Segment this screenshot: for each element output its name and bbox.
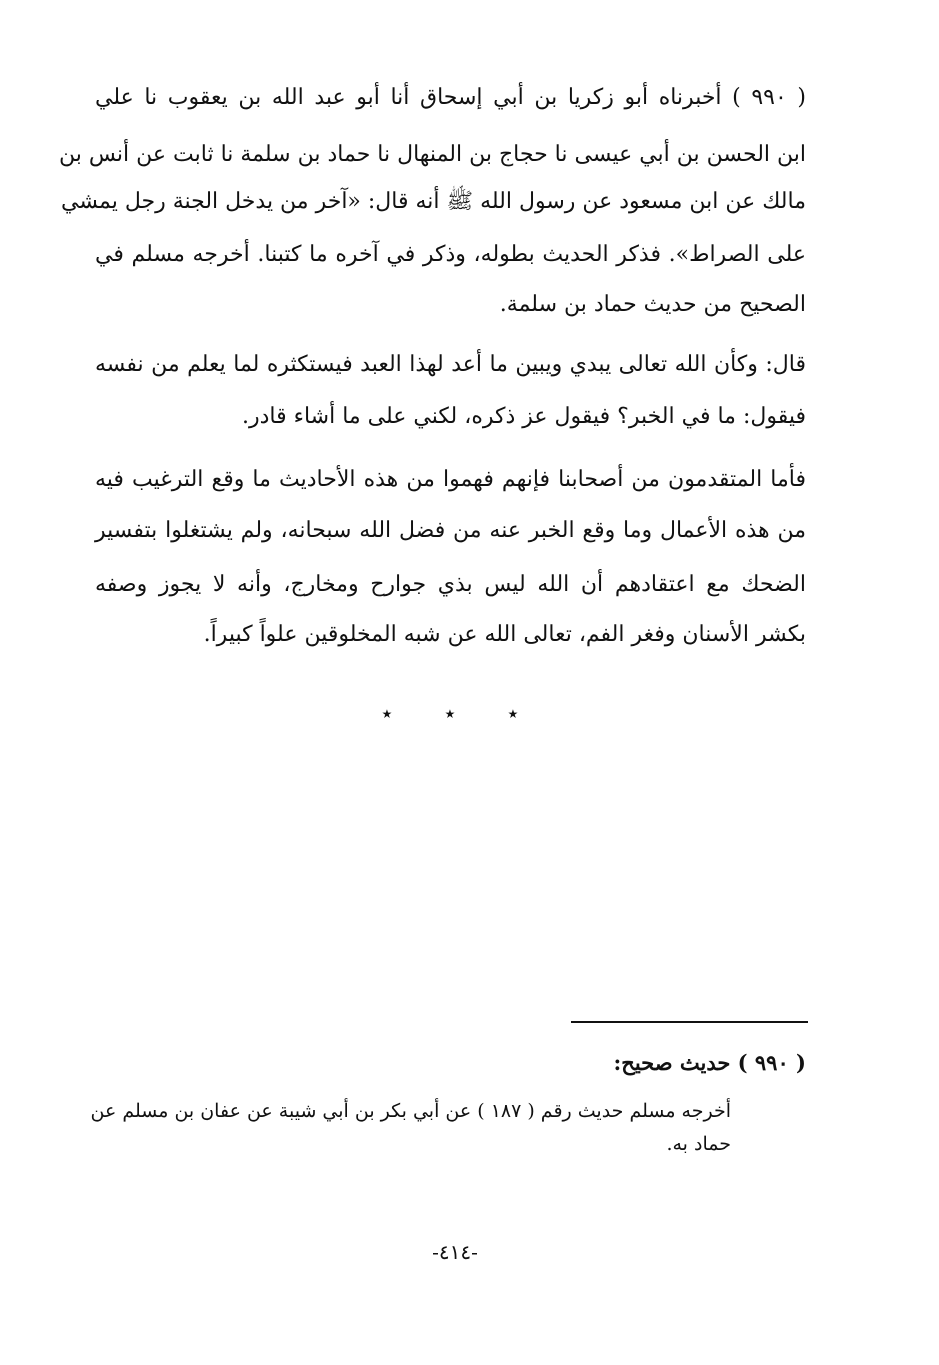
separator-star-icon: ٭ bbox=[507, 701, 519, 725]
page-number: -٤١٤- bbox=[432, 1240, 478, 1264]
footnote-line-2: حماد به. bbox=[666, 1133, 731, 1155]
footnote-line-1: أخرجه مسلم حديث رقم ( ١٨٧ ) عن أبي بكر بن أبي شيبة عن عفان بن مسلم عن bbox=[90, 1100, 731, 1122]
section-separator bbox=[378, 700, 522, 726]
separator-star-icon: ٭ bbox=[381, 701, 393, 725]
paragraph-1-line-4: على الصراط». فذكر الحديث بطوله، وذكر في آخره ما كتبنا. أخرجه مسلم في bbox=[95, 242, 806, 267]
paragraph-3-line-2: من هذه الأعمال وما وقع الخبر عنه من فضل الله سبحانه، ولم يشتغلوا بتفسير bbox=[95, 518, 806, 543]
footnote-divider bbox=[571, 1021, 808, 1023]
paragraph-1-line-1: ( ٩٩٠ ) أخبرناه أبو زكريا بن أبي إسحاق أنا أبو عبد الله بن يعقوب نا علي bbox=[95, 85, 807, 110]
footnote-title: ( ٩٩٠ ) حديث صحيح: bbox=[613, 1050, 806, 1075]
paragraph-3-line-3: الضحك مع اعتقادهم أن الله ليس بذي جوارح ومخارج، وأنه لا يجوز وصفه bbox=[95, 572, 806, 597]
paragraph-1-line-2: ابن الحسن بن أبي عيسى نا حجاج بن المنهال نا حماد بن سلمة نا ثابت عن أنس بن bbox=[59, 142, 806, 167]
paragraph-1-line-3: مالك عن ابن مسعود عن رسول الله ﷺ أنه قال: «آخر من يدخل الجنة رجل يمشي bbox=[61, 189, 806, 214]
paragraph-2-line-2: فيقول: ما في الخبر؟ فيقول عز ذكره، لكني على ما أشاء قادر. bbox=[241, 404, 806, 429]
separator-star-icon: ٭ bbox=[444, 701, 456, 725]
paragraph-2-line-1: قال: وكأن الله تعالى يبدي ويبين ما أعد لهذا العبد فيستكثره لما يعلم من نفسه bbox=[95, 352, 806, 377]
paragraph-3-line-1: فأما المتقدمون من أصحابنا فإنهم فهموا من هذه الأحاديث ما وقع الترغيب فيه bbox=[95, 467, 806, 492]
paragraph-1-line-5: الصحيح من حديث حماد بن سلمة. bbox=[499, 292, 806, 317]
paragraph-3-line-4: بكشر الأسنان وفغر الفم، تعالى الله عن شبه المخلوقين علواً كبيراً. bbox=[203, 622, 806, 647]
